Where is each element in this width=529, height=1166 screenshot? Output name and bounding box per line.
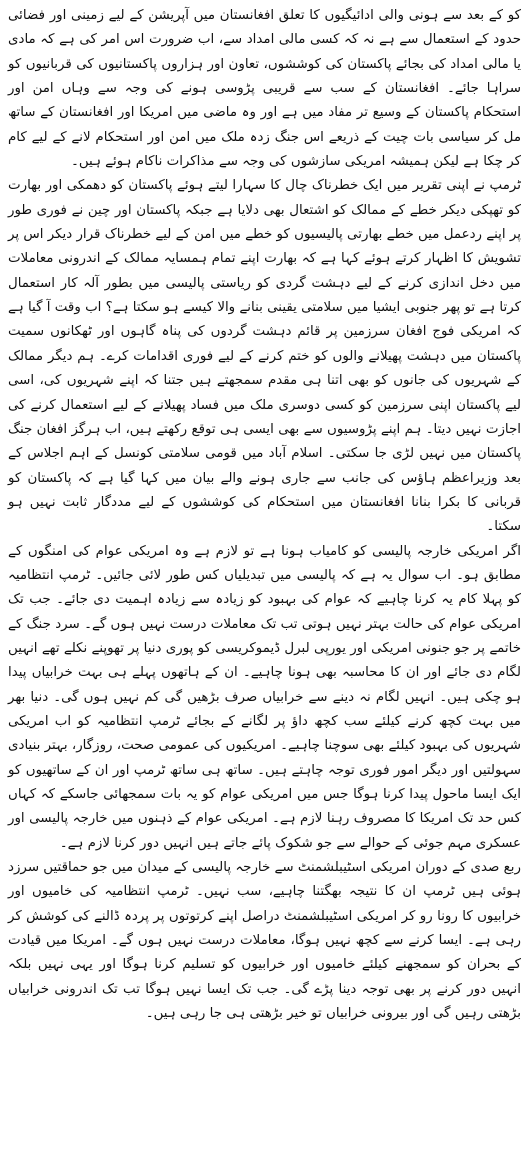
article-paragraph-4: ربع صدی کے دوران امریکی اسٹیبلشمنٹ سے خارجہ پالیسی کے میدان میں جو حماقتیں سرزد ہوئی ہیں ٹرمپ ان کا نتیجہ بھگتنا چاہیے، سب نہیں۔ ٹرمپ انتظامیہ کی خامیوں اور خرابیوں کا رونا رو کر امریکی اسٹیبلشمنٹ دراصل اپنے کرتوتوں پر پردہ ڈالنے کی کوشش کر رہی ہے۔ ایسا کرنے سے کچھ نہیں ہوگا، معاملات درست نہیں ہوں گے۔ امریکا میں قیادت کے بحران کو سمجھنے کیلئے خامیوں اور خرابیوں کو تسلیم کرنا ہوگا اور یہی نہیں بلکہ انہیں دور کرنے پر بھی توجہ دینا پڑے گی۔ جب تک ایسا نہیں ہوگا تب تک اندرونی خرابیاں بڑھتی رہیں گی اور بیرونی خرابیاں تو خیر بڑھتی ہی جا رہی ہیں۔ [8,860,521,1022]
article-paragraph-3: اگر امریکی خارجہ پالیسی کو کامیاب ہونا ہے تو لازم ہے وہ امریکی عوام کی امنگوں کے مطابق ہو۔ اب سوال یہ ہے کہ پالیسی میں تبدیلیاں کس طور لائی جائیں۔ ٹرمپ انتظامیہ کو پہلا کام یہ کرنا چاہیے کہ عوام کی بہبود کو زیادہ سے زیادہ اہمیت دی جائے۔ جب تک امریکی عوام کی حالت بہتر نہیں ہوتی تب تک معاملات درست نہیں ہوں گے۔ سرد جنگ کے خاتمے پر جو جنونی امریکی اور یورپی لبرل ڈیموکریسی کو پوری دنیا پر تھوپنے نکلے تھے انہیں لگام دی جائے اور ان کا محاسبہ بھی ہونا چاہیے۔ ان کے ہاتھوں پہلے ہی بہت خرابیاں پیدا ہو چکی ہیں۔ انہیں لگام نہ دینے سے خرابیاں صرف بڑھیں گی کم نہیں ہوں گی۔ دنیا بھر میں بہت کچھ کرنے کیلئے سب کچھ داؤ پر لگانے کے بجائے ٹرمپ انتظامیہ کو اب امریکی شہریوں کی بہبود کیلئے بھی سوچنا چاہیے۔ امریکیوں کی عمومی صحت، روزگار، بہتر بنیادی سہولتیں اور دیگر امور فوری توجہ چاہتے ہیں۔ ساتھ ہی ساتھ ٹرمپ اور ان کے ساتھیوں کو ایک ایسا ماحول پیدا کرنا ہوگا جس میں امریکی عوام کو یہ بات سمجھائی جاسکے کہ کہاں کس حد تک امریکا کا مصروف رہنا لازم ہے۔ امریکی عوام کے ذہنوں میں خارجہ پالیسی اور عسکری مہم جوئی کے حوالے سے جو شکوک پائے جاتے ہیں انہیں دور کرنا لازم ہے۔ [8,543,521,851]
article-paragraph-1: کو کے بعد سے ہونی والی ادائیگیوں کا تعلق افغانستان میں آپریشن کے لیے زمینی اور فضائی حدود کے استعمال سے ہے نہ کہ کسی مالی امداد سے، اب ضرورت اس امر کی ہے کہ مادی یا مالی امداد کی بجائے پاکستان کی کوششوں، تعاون اور ہزاروں پاکستانیوں کی قربانیوں کو سراہا جائے۔ افغانستان کے سب سے قریبی پڑوسی ہونے کی وجہ سے وہاں امن اور استحکام پاکستان کے وسیع تر مفاد میں ہے اور وہ ماضی میں امریکا اور افغانستان کے ساتھ مل کر سیاسی بات چیت کے ذریعے اس جنگ زدہ ملک میں امن اور استحکام لانے کے لیے کام کر چکا ہے لیکن ہمیشہ امریکی سازشوں کی وجہ سے مذاکرات ناکام ہوئے ہیں۔ [8,8,521,170]
article-paragraph-2: ٹرمپ نے اپنی تقریر میں ایک خطرناک چال کا سہارا لیتے ہوئے پاکستان کو دھمکی اور بھارت کو تھپکی دیکر خطے کے ممالک کو اشتعال بھی دلایا ہے جبکہ پاکستان اور چین نے فوری طور پر اپنے ردعمل میں خطے بھارتی پالیسیوں کو خطے میں امن کے لیے خطرناک قرار دیکر اس پر تشویش کا اظہار کرتے ہوئے کہا ہے کہ بھارت اپنے تمام ہمسایہ ممالک کے اندرونی معاملات میں دخل اندازی کرنے کے لیے دہشت گردی کو ریاستی پالیسی میں بطور آلہ کار استعمال کرتا ہے تو پھر جنوبی ایشیا میں سلامتی یقینی بنانے والا کیسے ہو سکتا ہے؟ اب وقت آ گیا ہے کہ امریکی فوج افغان سرزمین پر قائم دہشت گردوں کی پناہ گاہوں اور ٹھکانوں سمیت پاکستان میں دہشت پھیلانے والوں کو ختم کرنے کے لیے فوری اقدامات کرے۔ ہم دیگر ممالک کے شہریوں کی جانوں کو بھی اتنا ہی مقدم سمجھتے ہیں جتنا کہ اپنے شہریوں کی، اسی لیے پاکستان اپنی سرزمین کو کسی دوسری ملک میں فساد پھیلانے کے لیے استعمال کرنے کی اجازت نہیں دیتا۔ ہم اپنے پڑوسیوں سے بھی ایسی ہی توقع رکھتے ہیں، اب ہرگز افغان جنگ پاکستان میں نہیں لڑی جا سکتی۔ اسلام آباد میں قومی سلامتی کونسل کے اہم اجلاس کے بعد وزیراعظم ہاؤس کی جانب سے جاری ہونے والے بیان میں کہا گیا ہے کہ پاکستان کو قربانی کا بکرا بنانا افغانستان میں استحکام کی کوششوں کے لیے مددگار ثابت نہیں ہو سکتا۔ [8,178,521,535]
